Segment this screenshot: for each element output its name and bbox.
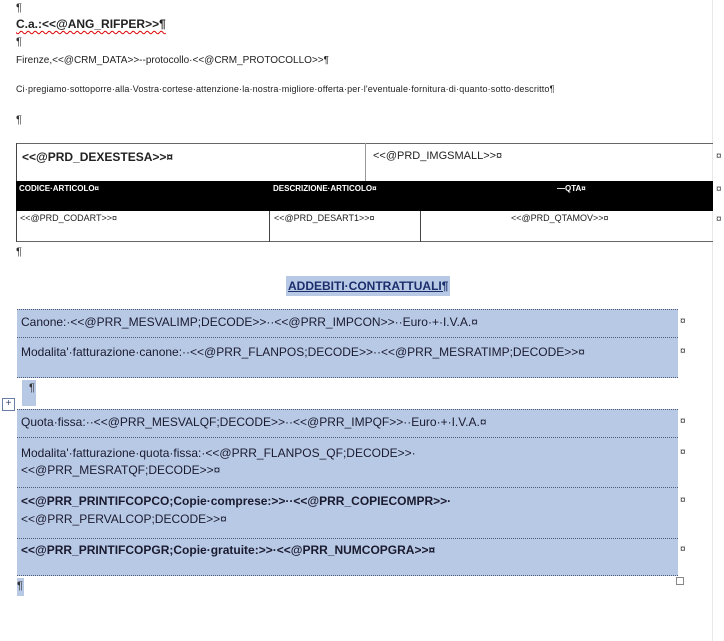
page-right-margin bbox=[712, 0, 713, 641]
modalita-canone-line[interactable]: Modalita'·fatturazione·canone:··<<@PRR_FLANPOS;DECODE>>··<<@PRR_MESRATIMP;DECODE>>¤ bbox=[21, 345, 585, 359]
paragraph-mark: ¶ bbox=[16, 246, 22, 258]
addebiti-title[interactable]: ADDEBITI·CONTRATTUALI¶ bbox=[288, 279, 449, 293]
prd-desart1[interactable]: <<@PRD_DESART1>>¤ bbox=[274, 213, 375, 223]
prd-imgsmall[interactable]: <<@PRD_IMGSMALL>>¤ bbox=[373, 150, 503, 162]
ca-line-text: C.a.:<<@ANG_RIFPER>>¶ bbox=[16, 17, 166, 31]
row-end-mark: ¤ bbox=[680, 316, 686, 327]
ca-line[interactable] bbox=[16, 17, 166, 31]
header-descrizione-articolo: DESCRIZIONE·ARTICOLO¤ bbox=[273, 184, 377, 193]
row-separator bbox=[17, 309, 678, 310]
quota-table[interactable] bbox=[17, 409, 678, 576]
canone-table[interactable] bbox=[17, 309, 678, 378]
table-divider bbox=[420, 211, 421, 242]
paragraph-mark: ¶ bbox=[16, 2, 22, 14]
row-end-mark: ¤ bbox=[680, 447, 686, 458]
table-move-handle-icon[interactable]: + bbox=[2, 398, 15, 411]
paragraph-mark: ¶ bbox=[16, 114, 22, 126]
row-end-mark: ¤ bbox=[716, 184, 722, 195]
header-qta: —QTA¤ bbox=[557, 184, 586, 193]
row-end-mark: ¤ bbox=[680, 495, 686, 506]
prd-codart[interactable]: <<@PRD_CODART>>¤ bbox=[20, 213, 118, 223]
row-end-mark: ¤ bbox=[680, 544, 686, 555]
paragraph-mark: ¶ bbox=[17, 580, 23, 592]
header-codice-articolo: CODICE·ARTICOLO¤ bbox=[19, 184, 99, 193]
row-end-mark: ¤ bbox=[680, 416, 686, 427]
modalita-quota-line-1[interactable]: Modalita'·fatturazione·quota·fissa:·<<@PRR_FLANPOS_QF;DECODE>>· bbox=[21, 446, 416, 460]
modalita-quota-line-2[interactable]: <<@PRR_MESRATQF;DECODE>>¤ bbox=[21, 463, 221, 477]
prd-qtamov[interactable]: <<@PRD_QTAMOV>>¤ bbox=[511, 213, 609, 223]
row-separator bbox=[17, 437, 678, 438]
row-separator bbox=[17, 337, 678, 338]
copie-gratuite-line[interactable]: <<@PRR_PRINTIFCOPGR;Copie·gratuite:>>·<<@PRR_NUMCOPGRA>>¤ bbox=[21, 543, 436, 557]
table-divider bbox=[269, 211, 270, 242]
row-end-mark: ¤ bbox=[716, 214, 722, 225]
copie-comprese-line-1[interactable]: <<@PRR_PRINTIFCOPCO;Copie·comprese:>>··<<@PRR_COPIECOMPR>>· bbox=[21, 494, 452, 508]
table-border-bottom bbox=[16, 241, 713, 242]
copie-comprese-line-2[interactable]: <<@PRR_PERVALCOP;DECODE>>¤ bbox=[21, 512, 227, 526]
row-separator bbox=[17, 538, 678, 539]
row-separator bbox=[17, 409, 678, 410]
quota-fissa-line[interactable]: Quota·fissa:··<<@PRR_MESVALQF;DECODE>>··<<@PRR_IMPQF>>··Euro·+·I.V.A.¤ bbox=[21, 415, 487, 429]
product-table[interactable] bbox=[16, 143, 713, 242]
table-divider bbox=[365, 143, 366, 181]
row-end-mark: ¤ bbox=[716, 151, 722, 162]
row-end-mark: ¤ bbox=[680, 346, 686, 357]
paragraph-mark: ¶ bbox=[29, 382, 35, 394]
row-separator bbox=[17, 487, 678, 488]
prd-dexestesa[interactable]: <<@PRD_DEXESTESA>>¤ bbox=[22, 150, 174, 164]
intro-line[interactable]: Ci·pregiamo·sottoporre·alla·Vostra·cortese·attenzione·la·nostra·migliore·offerta·per·l'eventuale·fornitura·di·quanto·sotto·descritto¶ bbox=[16, 84, 555, 94]
date-protocol-line[interactable]: Firenze,<<@CRM_DATA>>--protocollo·<<@CRM_PROTOCOLLO>>¶ bbox=[16, 55, 329, 66]
table-resize-handle[interactable] bbox=[676, 577, 684, 585]
row-separator bbox=[17, 377, 678, 378]
canone-line[interactable]: Canone:·<<@PRR_MESVALIMP;DECODE>>··<<@PRR_IMPCON>>··Euro·+·I.V.A.¤ bbox=[21, 315, 478, 329]
table-header-row bbox=[16, 181, 713, 211]
row-separator bbox=[17, 575, 678, 576]
paragraph-mark: ¶ bbox=[16, 36, 22, 48]
